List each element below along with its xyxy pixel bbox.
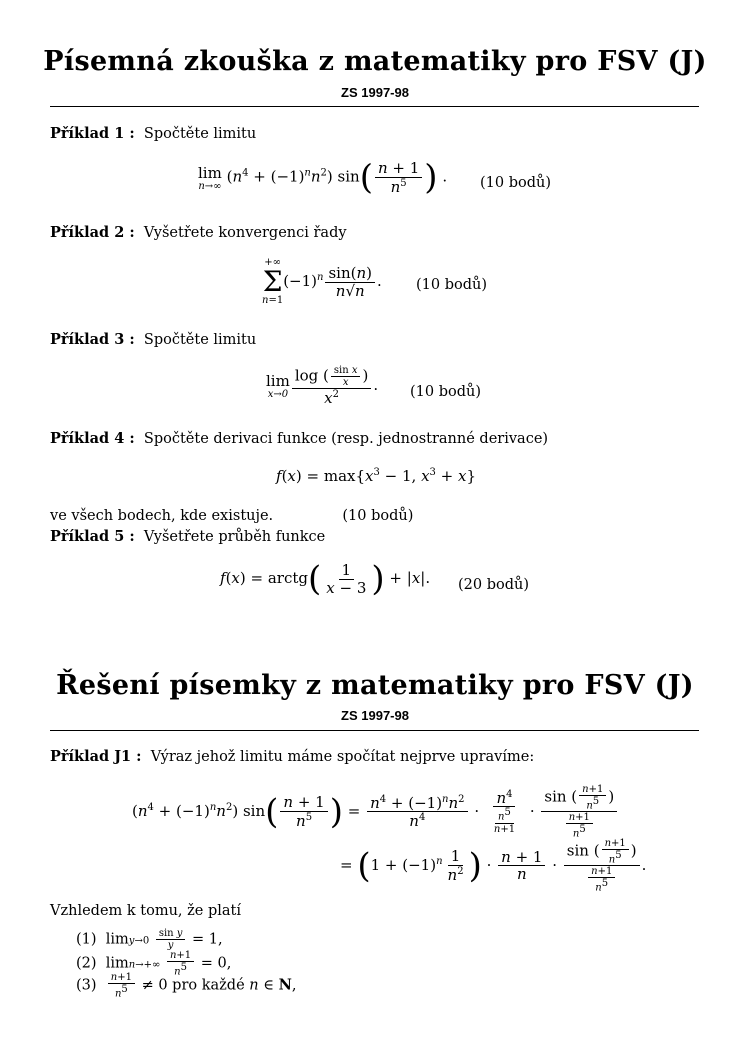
solution-j1-formula-line1: $(n^4 + (-1)^nn^2)$ sin( $\frac{n + 1}{n^5}$ ) = $\frac{n^4 + (-1)^nn^2}{n^4}$ · $\frac{n^4}{\frac{n5}{n+1}}$ · sin ( $\frac{n+1}{n5}$ ) $\frac{n+1}{n5}$ (132, 784, 619, 840)
problem-5 (50, 528, 325, 545)
exam-title: Písemná zkouška z matematiky pro FSV (J) (43, 46, 707, 77)
problem-4 (50, 430, 548, 447)
problem-1-label: Příklad 1 : (50, 125, 135, 142)
problem-2-label: Příklad 2 : (50, 224, 135, 241)
solution-j1 (50, 748, 534, 765)
problem-3-label: Příklad 3 : (50, 331, 135, 348)
solutions-subtitle: ZS 1997-98 (341, 708, 409, 723)
solutions-rule (50, 730, 699, 731)
problem-1 (50, 125, 256, 142)
problem-5-text: Vyšetřete průběh funkce (143, 529, 326, 545)
solution-since: Vzhledem k tomu, že platí (50, 903, 242, 919)
problem-5-points: (20 bodů) (458, 577, 530, 593)
exam-subtitle: ZS 1997-98 (341, 85, 409, 100)
problem-1-text: Spočtěte limitu (143, 126, 257, 142)
problem-4-after (50, 508, 413, 524)
solution-item-3: (3) $\frac{n+1}{n5}$ ≠ 0 pro každé n ∈ N, (76, 972, 297, 1000)
problem-3-text: Spočtěte limitu (143, 332, 257, 348)
header-rule (50, 106, 699, 107)
problem-2-points: (10 bodů) (416, 277, 488, 293)
problem-1-points: (10 bodů) (480, 175, 552, 191)
solution-item-3-num: (3) (76, 977, 97, 994)
solution-item-1-num: (1) (76, 931, 97, 948)
solution-j1-formula-line2: = ($1 + (-1)^n$ $\frac{1}{n^2}$ ) · $\frac{n + 1}{n}$ · sin ( $\frac{n+1}{n5}$ ) $\frac{n+1}{n5}$ . (340, 838, 647, 894)
problem-5-formula: f(x) = arctg( $\frac{1}{x - 3}$ ) + |x|. (220, 559, 431, 599)
problem-2-formula: +∞ Σ n=1 $(-1)^n$ $\frac{\sin(n)}{n√n}$ . (262, 257, 382, 306)
problem-2 (50, 224, 347, 241)
problem-4-label: Příklad 4 : (50, 430, 135, 447)
solutions-title: Řešení písemky z matematiky pro FSV (J) (56, 670, 694, 701)
problem-2-text: Vyšetřete konvergenci řady (143, 225, 347, 241)
problem-3-formula: lim x→0 log ( $\frac{\text{sin x}}{x}$ ) $x^2$ . (266, 365, 379, 407)
problem-4-formula: $f(x) = \max\{x^3 - 1$, $x^3 + x$} (276, 467, 477, 485)
solution-item-1: (1) limy→0 $\frac{\text{sin y}}{y}$ = 1, (76, 928, 223, 951)
problem-4-text: Spočtěte derivaci funkce (resp. jednostranné derivace) (143, 431, 549, 447)
problem-4-points: (10 bodů) (342, 508, 414, 524)
problem-5-label: Příklad 5 : (50, 528, 135, 545)
problem-1-formula: lim n→∞ $(n^4 + (-1)^nn^2)$ sin( $\frac{n + 1}{n^5}$ ) . (198, 157, 448, 198)
solution-item-2: (2) limn→+∞ $\frac{n+1}{n5}$ = 0, (76, 950, 232, 978)
problem-3 (50, 331, 256, 348)
solution-j1-text: Výraz jehož limitu máme spočítat nejprve upravíme: (150, 749, 535, 765)
solution-j1-label: Příklad J1 : (50, 748, 142, 765)
problem-3-points: (10 bodů) (410, 384, 482, 400)
solution-item-2-num: (2) (76, 955, 97, 972)
problem-4-after-text: ve všech bodech, kde existuje. (50, 508, 274, 524)
solution-item-3-text: pro každé (172, 977, 245, 994)
